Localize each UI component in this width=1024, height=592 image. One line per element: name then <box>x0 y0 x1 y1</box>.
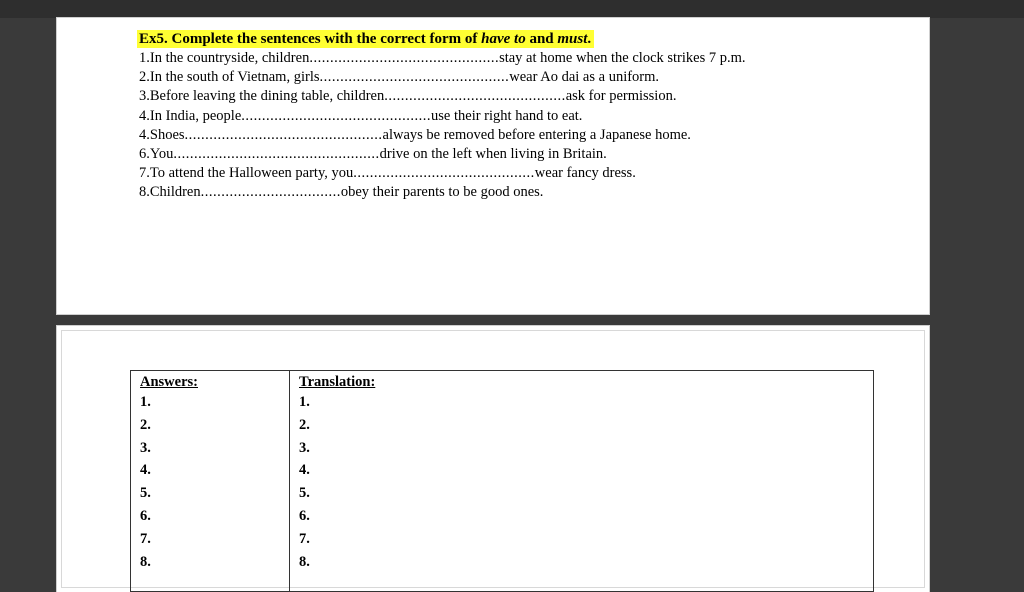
translation-number: 1. <box>299 394 310 410</box>
translation-number: 7. <box>299 530 310 547</box>
translation-number: 2. <box>299 416 310 433</box>
title-text: Ex5. Complete the sentences with the correct form of <box>139 31 482 47</box>
answers-table <box>130 370 874 592</box>
title-must: must <box>557 31 588 47</box>
viewer-top-bar <box>0 0 1024 18</box>
answer-number: 7. <box>140 530 151 547</box>
answer-number: 3. <box>140 439 151 456</box>
sentence-2: 2.In the south of Vietnam, girls..............................................wear Ao dai as a uniform. <box>139 69 660 86</box>
sentence-1: 1.In the countryside, children..............................................stay at home when the clock strikes 7 p.m. <box>139 50 746 66</box>
answer-number: 5. <box>140 485 151 502</box>
sentence-3: 3.Before leaving the dining table, children............................................ask for permission. <box>139 88 677 105</box>
translation-number: 4. <box>299 462 310 479</box>
translation-column <box>290 371 874 592</box>
translation-number: 3. <box>299 439 310 456</box>
answer-number: 4. <box>140 462 151 479</box>
sentence-4: 4.In India, people..............................................use their right hand to eat. <box>139 107 583 124</box>
sentence-5: 4.Shoes................................................always be removed before entering a Japanese home. <box>139 126 691 143</box>
translation-number: 5. <box>299 485 310 502</box>
title-period: . <box>587 31 592 47</box>
sentence-list <box>139 49 746 203</box>
translation-header: Translation: <box>299 374 376 390</box>
answer-number: 2. <box>140 416 151 433</box>
answer-number: 6. <box>140 507 151 524</box>
sentence-7: 7.To attend the Halloween party, you............................................wear fancy dress. <box>139 165 636 182</box>
translation-number: 6. <box>299 507 310 524</box>
answers-column <box>131 371 290 592</box>
answer-number: 8. <box>140 553 151 570</box>
document-page-1 <box>57 18 929 314</box>
answers-header: Answers: <box>140 374 198 390</box>
sentence-8: 8.Children..................................obey their parents to be good ones. <box>139 184 544 201</box>
answer-number: 1. <box>140 394 151 410</box>
title-and: and <box>525 31 558 47</box>
sentence-6: 6.You..................................................drive on the left when living in Britain. <box>139 146 607 163</box>
exercise-title <box>137 30 594 48</box>
translation-number: 8. <box>299 553 310 570</box>
title-have-to: have to <box>481 31 526 47</box>
document-page-2 <box>57 326 929 592</box>
